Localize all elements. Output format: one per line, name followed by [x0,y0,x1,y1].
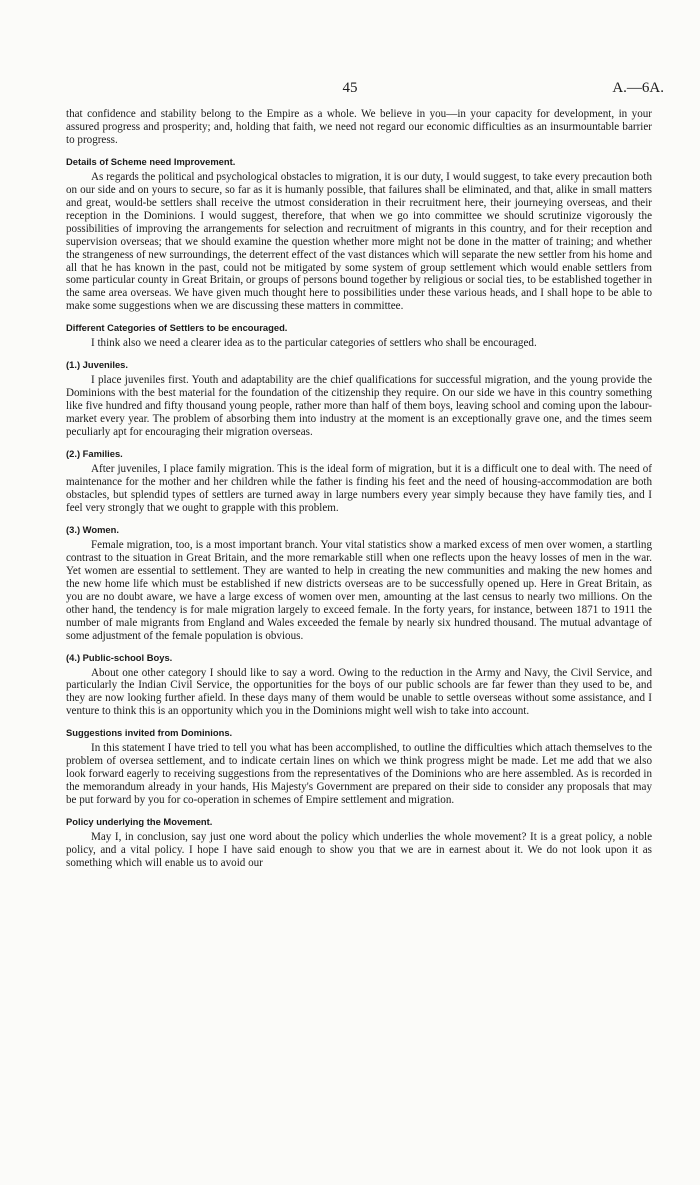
page-header [0,80,700,100]
section-paragraph: About one other category I should like to say a word. Owing to the reduction in the Army and Navy, the Civil Service, and particularly the Indian Civil Service, the opportunities for the boys of our public schools are far fewer than they used to be, and they are now looking further afield. In these days many of them would be unable to settle overseas without some assistance, and I venture to think this is an opportunity which you in the Dominions might well wish to take into account. [66,666,652,718]
section-heading: (1.) Juveniles. [66,359,129,371]
section-heading: Different Categories of Settlers to be encouraged. [66,322,288,334]
section-heading: Policy underlying the Movement. [66,816,213,828]
section-juveniles [66,359,652,439]
section-heading: Suggestions invited from Dominions. [66,727,233,739]
section-policy [66,816,652,870]
section-scheme-details [66,156,652,313]
section-heading: (4.) Public-school Boys. [66,651,173,663]
section-heading: (3.) Women. [66,523,119,535]
section-families [66,448,652,515]
section-paragraph: Female migration, too, is a most important branch. Your vital statistics show a marked excess of men over women, a startling contrast to the situation in Great Britain, and the more remarkable still when one reflects upon the heavy losses of men in the war. Yet women are essential to settlement. They are wanted to help in creating the new communities and making the new homes and the new home life which must be established if new districts overseas are to be successfully opened up. Here in Great Britain, as you are no doubt aware, we have a large excess of women over men, amounting at the last census to nearly two millions. On the other hand, the tendency is for male migration largely to exceed female. In the forty years, for instance, between 1871 to 1911 the number of male migrants from England and Wales exceeded the female by nearly six hundred thousand. The mutual advantage of some adjustment of the female population is obvious. [66,538,652,642]
page-number: 45 [342,80,358,96]
section-public-school-boys [66,652,652,719]
section-heading: Details of Scheme need Improvement. [66,155,236,167]
section-paragraph: After juveniles, I place family migration. This is the ideal form of migration, but it is a difficult one to deal with. The need of maintenance for the mother and her children while the father is finding his feet and the need of housing-accommodation are both obstacles, but splendid types of settlers are turned away in large numbers every year simply because they have family ties, and I feel very strongly that we ought to grapple with this problem. [66,463,652,514]
section-paragraph: I place juveniles first. Youth and adaptability are the chief qualifications for successful migration, and the young provide the Dominions with the best material for the foundation of the citizenship they require. On our side we have in this country something like five hundred and fifty thousand young people, rather more than half of them boys, leaving school and coming upon the labour-market every year. The problem of absorbing them into industry at the moment is an exceptionally grave one, and the times seem peculiarly apt for encouraging their migration overseas. [66,374,652,439]
section-paragraph: I think also we need a clearer idea as to the particular categories of settlers who shall be encouraged. [91,337,537,350]
section-paragraph: As regards the political and psychological obstacles to migration, it is our duty, I would suggest, to take every precaution both on our side and on yours to secure, so far as it is humanly possible, that failures shall be eliminated, and that, alike in small matters and great, would-be settlers shall receive the utmost consideration in their recruitment here, their journeying overseas, and their reception in the Dominions. I would suggest, therefore, that when we go into committee we should scrutinize vigorously the possibilities of improving the arrangements for selection and recruitment of migrants in this country, and for their reception and supervision overseas; that we should examine the question whether more might not be done in the matter of training; and whether the strangeness of new surroundings, the deterrent effect of the vast distances which will separate the new settler from his home and all that he has known in the past, could not be mitigated by some system of group settlement which would enable settlers from some particular county in Great Britain, or groups of persons bound together by religious or social ties, to be established together in the same area overseas. We have given much thought here to possibilities under these various heads, and I shall hope to be able to make some suggestions when we are discussing these matters in committee. [66,170,652,313]
section-women [66,524,652,643]
section-suggestions [66,727,652,807]
section-paragraph: May I, in conclusion, say just one word about the policy which underlies the whole movement? It is a great policy, a noble policy, and a vital policy. I hope I have said enough to show you that we are in earnest about it. We do not look upon it as something which will enable us to avoid our [66,831,652,869]
section-paragraph: In this statement I have tried to tell you what has been accomplished, to outline the difficulties which attach themselves to the problem of oversea settlement, and to indicate certain lines on which we think progress might be made. Let me add that we also look forward eagerly to receiving suggestions from the representatives of the Dominions who are here assembled. As is recorded in the memorandum already in your hands, His Majesty's Government are prepared on their side to consider any proposals that may be put forward by you for co-operation in schemes of Empire settlement and migration. [66,742,652,807]
section-heading: (2.) Families. [66,448,123,460]
section-categories [66,322,652,350]
intro-paragraph: that confidence and stability belong to the Empire as a whole. We believe in you—in your capacity for development, in your assured progress and prosperity; and, holding that faith, we need not regard our economic difficulties as an insurmountable barrier to progress. [66,108,652,146]
document-body [66,108,652,870]
document-reference: A.—6A. [612,80,664,96]
